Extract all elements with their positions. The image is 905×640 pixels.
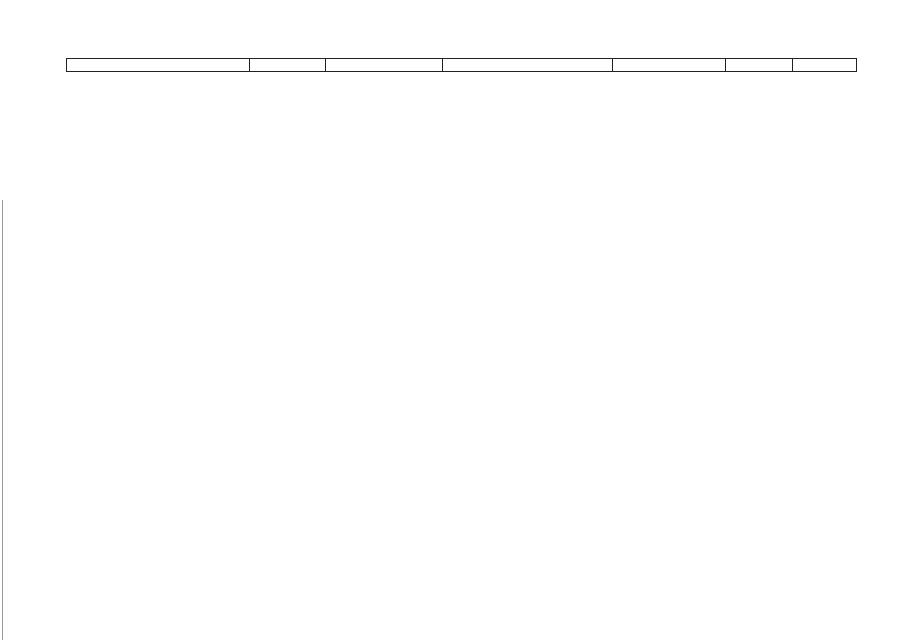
table-header-row [67,59,857,72]
header-cell-7 [793,59,857,72]
header-cell-6 [726,59,793,72]
header-cell-3 [326,59,443,72]
scan-edge [0,0,8,640]
data-table [66,58,857,72]
header-cell-5 [613,59,726,72]
scan-edge-mark [2,200,3,640]
header-cell-2 [250,59,326,72]
header-cell-1 [67,59,250,72]
table-body [67,59,857,72]
header-cell-4 [443,59,613,72]
